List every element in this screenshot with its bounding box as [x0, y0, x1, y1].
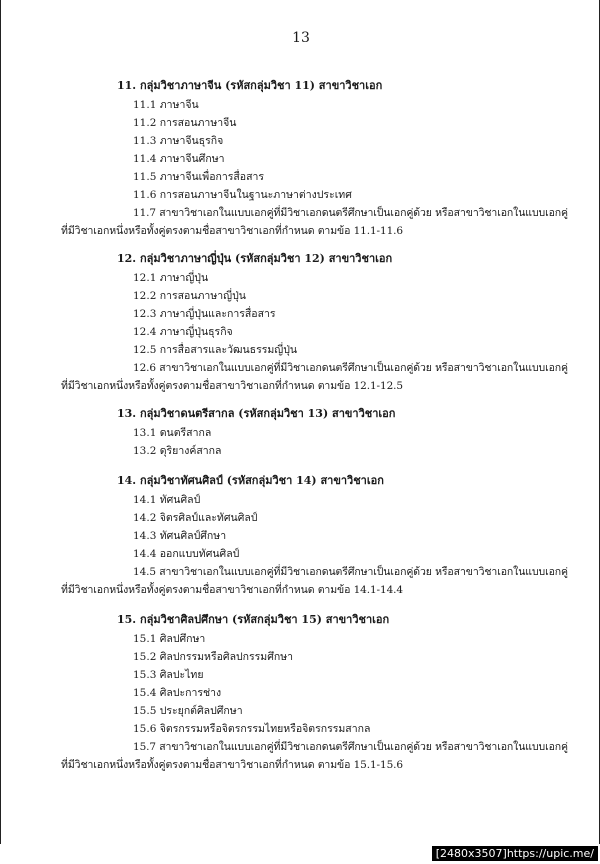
list-item: 15.3 ศิลปะไทย	[133, 669, 204, 681]
list-item: 12.2 การสอนภาษาญี่ปุ่น	[133, 290, 246, 302]
list-item-long: 15.7 สาขาวิชาเอกในแบบเอกคู่ที่มีวิชาเอกดนตรีศึกษาเป็นเอกคู่ด้วย หรือสาขาวิชาเอกในแบบเอกคู่	[133, 741, 568, 753]
footer-strip	[0, 844, 600, 864]
section-13-heading: 13. กลุ่มวิชาดนตรีสากล (รหัสกลุ่มวิชา 13) สาขาวิชาเอก	[117, 407, 396, 420]
list-item: 15.5 ประยุกต์ศิลปศึกษา	[133, 705, 243, 717]
list-item: 14.3 ทัศนศิลป์ศึกษา	[133, 530, 227, 542]
list-item-continuation: ที่มีวิชาเอกหนึ่งหรือทั้งคู่ตรงตามชื่อสาขาวิชาเอกที่กำหนด ตามข้อ 12.1-12.5	[61, 380, 403, 392]
list-item-continuation: ที่มีวิชาเอกหนึ่งหรือทั้งคู่ตรงตามชื่อสาขาวิชาเอกที่กำหนด ตามข้อ 15.1-15.6	[61, 759, 403, 771]
list-item: 12.1 ภาษาญี่ปุ่น	[133, 272, 209, 284]
list-item: 11.2 การสอนภาษาจีน	[133, 117, 237, 129]
list-item: 14.1 ทัศนศิลป์	[133, 494, 201, 506]
list-item: 13.2 ดุริยางค์สากล	[133, 445, 222, 457]
list-item: 11.5 ภาษาจีนเพื่อการสื่อสาร	[133, 171, 265, 183]
list-item: 11.1 ภาษาจีน	[133, 99, 199, 111]
list-item-long: 11.7 สาขาวิชาเอกในแบบเอกคู่ที่มีวิชาเอกดนตรีศึกษาเป็นเอกคู่ด้วย หรือสาขาวิชาเอกในแบบเอกคู่	[133, 207, 568, 219]
list-item: 15.6 จิตรกรรมหรือจิตรกรรมไทยหรือจิตรกรรมสากล	[133, 723, 371, 735]
list-item: 15.2 ศิลปกรรมหรือศิลปกรรมศึกษา	[133, 651, 294, 663]
list-item: 12.5 การสื่อสารและวัฒนธรรมญี่ปุ่น	[133, 344, 298, 356]
section-12-heading: 12. กลุ่มวิชาภาษาญี่ปุ่น (รหัสกลุ่มวิชา 12) สาขาวิชาเอก	[117, 252, 393, 265]
watermark-label: [2480x3507]https://upic.me/	[432, 846, 598, 861]
list-item: 15.4 ศิลปะการช่าง	[133, 687, 222, 699]
section-15-heading: 15. กลุ่มวิชาศิลปศึกษา (รหัสกลุ่มวิชา 15) สาขาวิชาเอก	[117, 613, 390, 626]
list-item: 11.3 ภาษาจีนธุรกิจ	[133, 135, 224, 147]
list-item: 12.3 ภาษาญี่ปุ่นและการสื่อสาร	[133, 308, 276, 320]
list-item: 15.1 ศิลปศึกษา	[133, 633, 206, 645]
section-14-heading: 14. กลุ่มวิชาทัศนศิลป์ (รหัสกลุ่มวิชา 14) สาขาวิชาเอก	[117, 474, 384, 487]
list-item-continuation: ที่มีวิชาเอกหนึ่งหรือทั้งคู่ตรงตามชื่อสาขาวิชาเอกที่กำหนด ตามข้อ 11.1-11.6	[61, 225, 403, 237]
list-item: 14.2 จิตรศิลป์และทัศนศิลป์	[133, 512, 258, 524]
list-item: 12.4 ภาษาญี่ปุ่นธุรกิจ	[133, 326, 233, 338]
list-item-long: 14.5 สาขาวิชาเอกในแบบเอกคู่ที่มีวิชาเอกดนตรีศึกษาเป็นเอกคู่ด้วย หรือสาขาวิชาเอกในแบบเอกคู่	[133, 566, 568, 578]
list-item: 11.6 การสอนภาษาจีนในฐานะภาษาต่างประเทศ	[133, 189, 352, 201]
section-11-heading: 11. กลุ่มวิชาภาษาจีน (รหัสกลุ่มวิชา 11) สาขาวิชาเอก	[117, 79, 383, 92]
list-item: 11.4 ภาษาจีนศึกษา	[133, 153, 225, 165]
page-number: 13	[292, 30, 310, 46]
list-item-continuation: ที่มีวิชาเอกหนึ่งหรือทั้งคู่ตรงตามชื่อสาขาวิชาเอกที่กำหนด ตามข้อ 14.1-14.4	[61, 584, 403, 596]
list-item: 14.4 ออกแบบทัศนศิลป์	[133, 548, 240, 560]
list-item-long: 12.6 สาขาวิชาเอกในแบบเอกคู่ที่มีวิชาเอกดนตรีศึกษาเป็นเอกคู่ด้วย หรือสาขาวิชาเอกในแบบเอกคู่	[133, 362, 568, 374]
list-item: 13.1 ดนตรีสากล	[133, 427, 212, 439]
